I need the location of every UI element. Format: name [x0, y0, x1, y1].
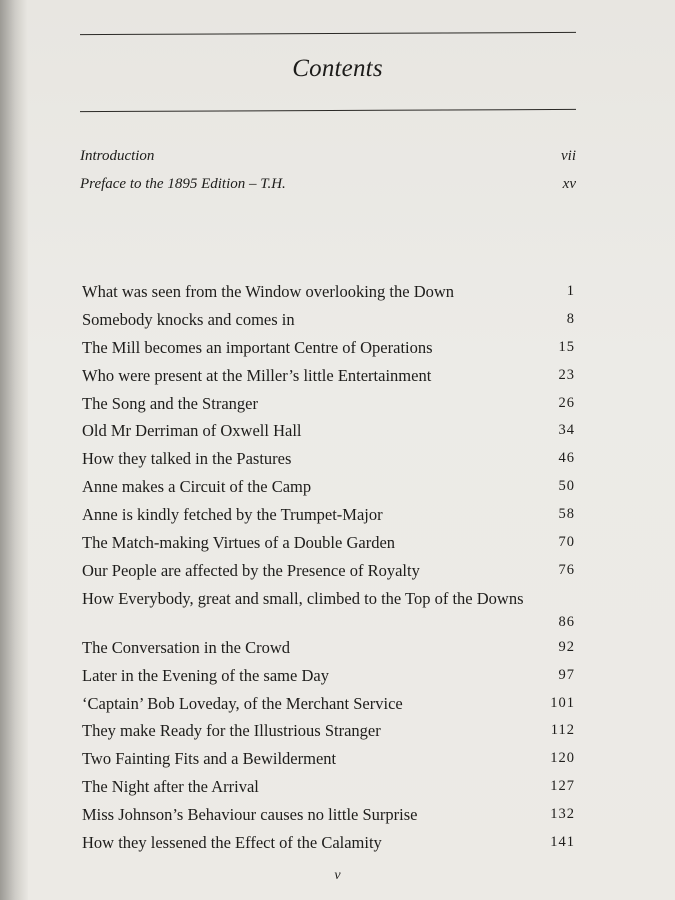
- chapter-title: How Everybody, great and small, climbed to the Top of the Downs: [82, 588, 524, 608]
- chapter-title: How they talked in the Pastures: [82, 449, 292, 469]
- chapter-title: Who were present at the Miller’s little Entertainment: [82, 365, 432, 385]
- chapter-title: The Match-making Virtues of a Double Garden: [82, 533, 396, 553]
- front-matter-label: Introduction: [80, 148, 155, 164]
- chapter-title: ‘Captain’ Bob Loveday, of the Merchant Service: [82, 693, 403, 713]
- chapter-title: Later in the Evening of the same Day: [82, 665, 329, 685]
- contents-entry: [82, 634, 575, 662]
- chapter-page: 46: [558, 450, 575, 467]
- chapter-title: Anne makes a Circuit of the Camp: [82, 477, 312, 497]
- front-matter-page: xv: [562, 176, 576, 192]
- chapter-page: 97: [558, 666, 575, 683]
- chapter-title: They make Ready for the Illustrious Stranger: [82, 721, 381, 741]
- contents-entry: [82, 829, 575, 857]
- contents-entry: [82, 690, 575, 718]
- contents-entry: [82, 745, 575, 773]
- chapter-page: 50: [558, 478, 575, 495]
- chapter-page: 86: [558, 613, 575, 630]
- chapter-page: 92: [558, 638, 575, 655]
- contents-entry: [82, 801, 575, 829]
- chapter-title: The Night after the Arrival: [82, 777, 259, 797]
- contents-list: [82, 278, 575, 857]
- contents-entry: [82, 334, 575, 362]
- contents-entry: [82, 717, 575, 745]
- chapter-page: 112: [550, 722, 575, 739]
- chapter-title: Our People are affected by the Presence of Royalty: [82, 560, 420, 580]
- chapter-title: How they lessened the Effect of the Calamity: [82, 833, 382, 853]
- page-number: v: [334, 868, 341, 883]
- chapter-title: The Mill becomes an important Centre of Operations: [82, 337, 433, 357]
- chapter-page: 23: [558, 366, 575, 383]
- chapter-page: 141: [550, 834, 575, 851]
- chapter-title: Miss Johnson’s Behaviour causes no little Surprise: [82, 805, 418, 825]
- contents-entry: [82, 557, 575, 585]
- contents-entry: [82, 362, 575, 390]
- chapter-page: 120: [550, 750, 575, 767]
- chapter-page: 1: [566, 283, 575, 299]
- chapter-title: Somebody knocks and comes in: [82, 309, 295, 329]
- chapter-page: 26: [558, 394, 575, 411]
- chapter-page: 101: [550, 694, 575, 711]
- chapter-title: What was seen from the Window overlooking the Down: [82, 282, 455, 301]
- chapter-page: 70: [558, 534, 575, 551]
- front-matter-page: vii: [561, 148, 576, 164]
- chapter-page: 34: [558, 422, 575, 439]
- contents-entry: [82, 306, 575, 334]
- chapter-title: Anne is kindly fetched by the Trumpet-Major: [82, 505, 383, 525]
- chapter-title: The Song and the Stranger: [82, 393, 258, 413]
- contents-entry: [82, 445, 575, 473]
- chapter-page: 58: [558, 506, 575, 523]
- contents-entry: [82, 585, 575, 634]
- contents-entry: [82, 417, 575, 445]
- page-gutter-shadow: [0, 0, 28, 900]
- chapter-title: Old Mr Derriman of Oxwell Hall: [82, 421, 302, 441]
- contents-entry: [82, 662, 575, 690]
- chapter-page: 127: [550, 778, 575, 795]
- contents-entry: [82, 501, 575, 529]
- chapter-page: 15: [558, 338, 575, 355]
- chapter-page: 76: [558, 561, 575, 578]
- contents-entry: [82, 390, 575, 418]
- chapter-page: 132: [550, 806, 575, 823]
- chapter-title: The Conversation in the Crowd: [82, 637, 291, 657]
- contents-entry: [82, 278, 575, 306]
- chapter-page: 8: [566, 310, 575, 327]
- contents-entry: [82, 473, 575, 501]
- page-title: Contents: [292, 55, 383, 82]
- chapter-title: Two Fainting Fits and a Bewilderment: [82, 749, 337, 769]
- contents-entry: [82, 529, 575, 557]
- front-matter-label: Preface to the 1895 Edition – T.H.: [80, 176, 286, 192]
- contents-entry: [82, 773, 575, 801]
